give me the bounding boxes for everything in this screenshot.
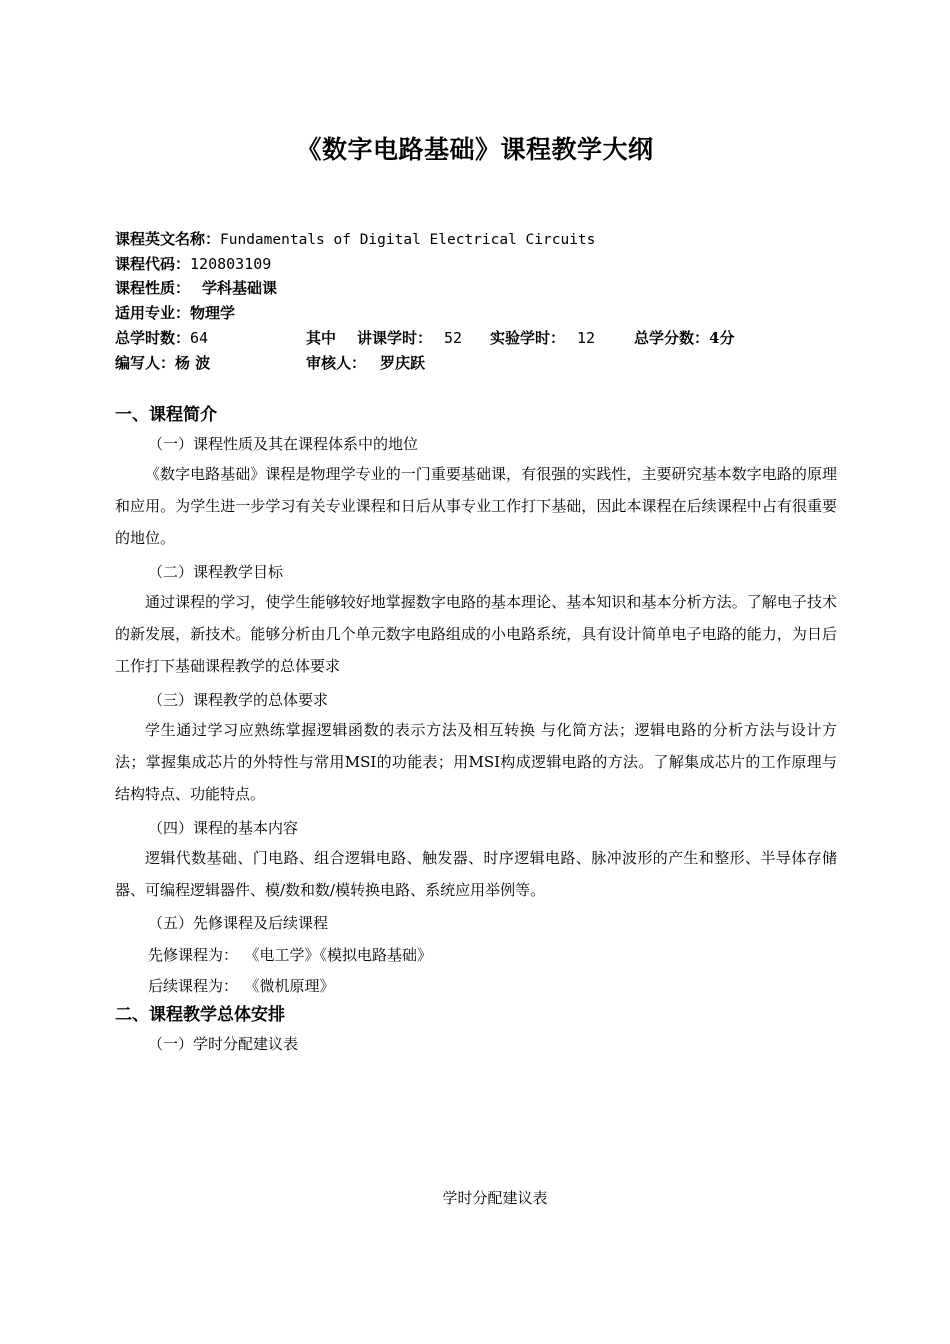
table-caption: 学时分配建议表: [442, 1189, 548, 1207]
major-label: 适用专业：: [115, 304, 191, 322]
sub2-paragraph: 通过课程的学习，使学生能够较好地掌握数字电路的基本理论、基本知识和基本分析方法。了解电子技术的新发展，新技术。能够分析由几个单元数字电路组成的小电路系统，具有设计简单电子电路的能力，为日后工作打下基础课程教学的总体要求: [115, 593, 837, 675]
total-hours: [115, 327, 208, 348]
reviewer: [306, 352, 425, 373]
lab-hours: [490, 327, 595, 348]
english-name-label: 课程英文名称：: [115, 230, 221, 248]
sub4-heading: （四）课程的基本内容: [148, 819, 299, 837]
major-row: [115, 302, 235, 323]
followup-line: [148, 975, 335, 996]
sub4-paragraph: 逻辑代数基础、门电路、组合逻辑电路、触发器、时序逻辑电路、脉冲波形的产生和整形、半导体存储器、可编程逻辑器件、模/数和数/模转换电路、系统应用举例等。: [115, 849, 837, 899]
course-nature-label: 课程性质：: [115, 279, 191, 297]
english-name-value: Fundamentals of Digital Electrical Circuits: [220, 232, 596, 248]
sub1-heading: （一）课程性质及其在课程体系中的地位: [148, 435, 419, 453]
credits: [634, 327, 734, 348]
course-code-value: 120803109: [190, 255, 272, 273]
lab-hours-label: 实验学时：: [490, 329, 566, 347]
sub2-heading: （二）课程教学目标: [148, 563, 284, 581]
lecture-hours: [357, 327, 462, 348]
course-code-row: [115, 253, 271, 274]
author: [115, 352, 210, 373]
author-label: 编写人：: [115, 354, 176, 372]
credits-value: 4分: [709, 329, 735, 347]
followup-value: 《微机原理》: [252, 977, 335, 995]
author-value: 杨 波: [175, 354, 211, 372]
sub3-heading: （三）课程教学的总体要求: [148, 691, 329, 709]
section2-heading: 二、课程教学总体安排: [115, 1005, 285, 1025]
lab-hours-value: 12: [577, 329, 596, 347]
total-hours-value: 64: [190, 329, 209, 347]
reviewer-label: 审核人：: [306, 354, 367, 372]
lecture-hours-value: 52: [444, 329, 463, 347]
among-label: 其中: [306, 329, 337, 347]
course-nature-row: [115, 277, 277, 298]
section2-sub1-heading: （一）学时分配建议表: [148, 1035, 299, 1053]
sub3-paragraph: 学生通过学习应熟练掌握逻辑函数的表示方法及相互转换 与化简方法；逻辑电路的分析方法与设计方法；掌握集成芯片的外特性与常用MSI的功能表；用MSI构成逻辑电路的方法。了解集成芯片的工作原理与结构特点、功能特点。: [115, 721, 837, 803]
prerequisite-label: 先修课程为：: [148, 946, 239, 964]
prerequisite-value: 《电工学》《模拟电路基础》: [252, 946, 433, 964]
credits-label: 总学分数：: [634, 329, 710, 347]
followup-label: 后续课程为：: [148, 977, 239, 995]
major-value: 物理学: [190, 304, 236, 322]
reviewer-value: 罗庆跃: [380, 354, 426, 372]
sub5-heading: （五）先修课程及后续课程: [148, 914, 329, 932]
english-name-row: [115, 228, 595, 249]
course-nature-value: 学科基础课: [202, 279, 278, 297]
sub1-paragraph: 《数字电路基础》课程是物理学专业的一门重要基础课，有很强的实践性，主要研究基本数字电路的原理和应用。为学生进一步学习有关专业课程和日后从事专业工作打下基础，因此本课程在后续课程中占有很重要的地位。: [115, 465, 837, 547]
prerequisite-line: [148, 944, 432, 965]
course-code-label: 课程代码：: [115, 255, 191, 273]
page-title: 《数字电路基础》课程教学大纲: [296, 135, 654, 164]
section1-heading: 一、课程简介: [115, 405, 217, 425]
total-hours-label: 总学时数：: [115, 329, 191, 347]
lecture-hours-label: 讲课学时：: [357, 329, 433, 347]
